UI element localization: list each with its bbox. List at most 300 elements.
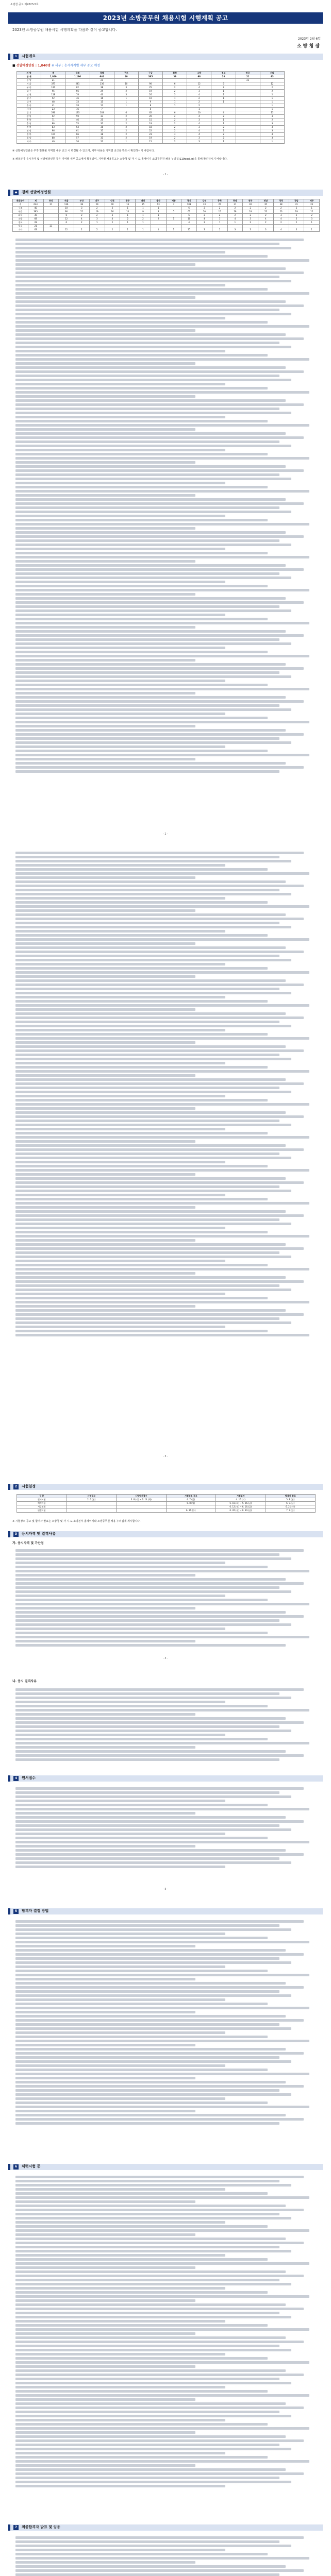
table-row (13, 203, 320, 207)
text-line (15, 872, 309, 875)
table-row (17, 108, 285, 111)
table-row (13, 214, 320, 217)
text-line (15, 1115, 304, 1118)
table-cell: 57 (65, 137, 90, 140)
text-line (15, 1264, 268, 1266)
table-cell: 1 (151, 214, 166, 217)
table-cell (236, 82, 260, 86)
text-line (15, 930, 225, 933)
text-line (15, 1165, 268, 1167)
text-line (15, 1029, 225, 1031)
table-cell: 2 (211, 115, 236, 118)
table-cell: 체력시험 (17, 1502, 67, 1505)
table-cell: 6 (163, 111, 187, 115)
text-line (15, 1557, 291, 1560)
text-line (15, 1688, 304, 1691)
table-cell: 2 (212, 228, 227, 232)
table-cell: 296 (41, 111, 65, 115)
table-cell: 2 (114, 137, 138, 140)
table-cell: 2 (260, 86, 284, 90)
table-cell: 4 (227, 217, 243, 221)
table-cell: 18 (138, 126, 162, 129)
text-line (15, 2238, 286, 2240)
table-cell: 20 (197, 210, 212, 214)
table-cell: 62 (181, 210, 197, 214)
text-line (15, 2019, 304, 2022)
table-cell: 2 (227, 214, 243, 217)
table-cell: 22 (258, 210, 274, 214)
text-line (15, 1214, 304, 1217)
column-header: 충남 (227, 199, 243, 203)
table-cell (236, 115, 260, 118)
text-line (15, 2188, 225, 2191)
table-cell: 1 (211, 90, 236, 93)
overview-note-1: ※ 선발예정인원은 추후 발표될 지역별 세부 공고 시 변경될 수 있으며, 세부 내용은 지역별 공고를 반드시 확인하시기 바랍니다. (12, 149, 155, 152)
text-line (15, 1309, 286, 1312)
table-cell (67, 1505, 117, 1509)
table-cell: 25 (90, 118, 114, 122)
text-line (15, 239, 304, 241)
text-line (15, 2209, 304, 2211)
text-line (15, 2106, 309, 2108)
table-cell: 3 (243, 217, 258, 221)
table-row (17, 93, 285, 97)
table-cell: 1 (304, 228, 320, 232)
table-cell (67, 1502, 117, 1505)
column-header: 정보 (211, 72, 236, 75)
text-line (15, 1136, 309, 1139)
table-cell: 2 (114, 115, 138, 118)
table-cell: 2 (260, 93, 284, 97)
text-line (15, 864, 225, 867)
table-cell: 6. 9.(금) (266, 1502, 316, 1505)
table-cell: 21 (28, 225, 43, 228)
table-cell: 28 (211, 75, 236, 79)
column-header: 시험공고 (67, 1495, 117, 1498)
table-cell: 2 (163, 90, 187, 93)
table-cell: 63 (260, 75, 284, 79)
table-cell (166, 207, 181, 210)
table-cell: 6 (181, 214, 197, 217)
text-line (15, 544, 291, 546)
text-line (15, 901, 268, 904)
column-header: 세종 (166, 199, 181, 203)
table-cell: 193 (65, 111, 90, 115)
text-line (15, 1857, 279, 1860)
text-line (15, 1578, 286, 1581)
text-line (15, 2081, 286, 2083)
table-cell: 26 (138, 93, 162, 97)
table-cell: 1 (227, 221, 243, 225)
text-line (15, 2398, 195, 2401)
text-line (15, 992, 291, 994)
text-line (15, 1953, 304, 1956)
text-line (15, 461, 195, 464)
text-line (15, 502, 304, 505)
text-line (15, 2003, 268, 2005)
text-line (15, 2394, 309, 2397)
text-line (15, 1185, 279, 1188)
table-cell: 21 (236, 79, 260, 82)
text-line (15, 2336, 286, 2339)
text-line (15, 2316, 291, 2318)
section-title: 체력시험 등 (22, 2164, 41, 2169)
table-cell: 2 (114, 133, 138, 137)
text-line (15, 984, 304, 986)
text-line (15, 1049, 304, 1052)
table-cell: 61 (65, 129, 90, 133)
text-line (15, 2031, 225, 2034)
text-line (15, 704, 279, 707)
page-footer: - 2 - (163, 833, 168, 836)
table-cell: 2 (105, 221, 120, 225)
text-line (15, 2246, 279, 2248)
table-cell: 66 (65, 90, 90, 93)
table-cell (304, 225, 320, 228)
page-footer: - 5 - (163, 1888, 168, 1891)
table-cell: 2 (151, 217, 166, 221)
text-line (15, 1998, 225, 2001)
text-line (15, 1787, 304, 1790)
text-line (15, 568, 304, 571)
table-cell (166, 1505, 216, 1509)
text-line (15, 1301, 309, 1303)
physical-body (15, 2174, 316, 2504)
text-line (15, 634, 304, 637)
column-header: 중앙 (43, 199, 59, 203)
table-cell: 2 (260, 118, 284, 122)
overview-note-2: ※ 채용분야 응시자격 및 선발예정인원 등은 지역별 세부 공고에서 확정되며, 지역별 채용공고는 소방청 및 각 시·도 홈페이지 소방공무원 채용 누리집(119gosi.kr)을 통해 확인하시기 바랍니다. (12, 158, 228, 161)
table-cell: 8 (151, 210, 166, 214)
column-header: 경기 (181, 199, 197, 203)
text-line (15, 2184, 291, 2187)
table-cell: 31 (227, 203, 243, 207)
table-cell: 15 (260, 111, 284, 115)
table-cell: 1,196 (65, 75, 90, 79)
text-line (15, 1016, 304, 1019)
table-cell: 1 (114, 140, 138, 144)
text-line (15, 1628, 225, 1630)
table-cell: 2 (273, 221, 289, 225)
text-line (15, 469, 304, 472)
text-line (15, 1970, 268, 1972)
text-line (15, 304, 304, 307)
text-line (15, 593, 195, 596)
table-cell: 6 (114, 111, 138, 115)
column-header: 계 (41, 72, 65, 75)
text-line (15, 560, 195, 563)
text-line (15, 1754, 304, 1757)
text-line (15, 893, 291, 895)
text-line (15, 1595, 225, 1597)
text-line (15, 1994, 291, 1997)
text-line (15, 329, 195, 332)
table-row (13, 228, 320, 232)
table-cell: 2 (243, 221, 258, 225)
column-header: 제주 (304, 199, 320, 203)
text-line (15, 688, 309, 690)
table-cell (151, 225, 166, 228)
table-cell (236, 97, 260, 100)
text-line (15, 1982, 286, 1985)
table-cell: 83 (41, 126, 65, 129)
table-cell: 10 (138, 97, 162, 100)
table-cell: 10 (120, 210, 136, 214)
table-cell: 3 (212, 217, 227, 221)
text-line (15, 1025, 291, 1027)
text-line (15, 2545, 291, 2547)
text-line (15, 2464, 195, 2467)
text-line (15, 671, 279, 674)
section-header-selection (8, 1908, 323, 1914)
table-cell: 경 기 (17, 111, 41, 115)
selection-body (15, 1919, 316, 2135)
table-cell (120, 225, 136, 228)
table-cell: 면접시험 (17, 1509, 67, 1513)
table-cell: 21 (236, 75, 260, 79)
text-line (15, 2069, 268, 2071)
text-line (15, 959, 291, 961)
text-line (15, 721, 309, 723)
text-line (15, 758, 195, 760)
text-line (15, 754, 309, 756)
text-line (15, 1276, 286, 1279)
text-line (15, 416, 225, 418)
text-line (15, 975, 195, 978)
text-line (15, 1231, 268, 1233)
table-cell: 3 (187, 137, 211, 140)
table-cell: 38 (90, 86, 114, 90)
text-line (15, 2332, 195, 2335)
section-number: 3 (13, 1532, 19, 1537)
table-cell: 23 (273, 210, 289, 214)
text-line (15, 1853, 304, 1856)
text-line (15, 1949, 286, 1952)
table-cell (211, 104, 236, 108)
table-cell: 2 (197, 214, 212, 217)
table-cell (43, 221, 59, 225)
text-line (15, 2427, 309, 2430)
text-line (15, 1746, 195, 1749)
text-line (15, 1978, 195, 1980)
text-line (15, 2448, 291, 2450)
text-line (15, 2415, 291, 2417)
table-cell: 3 (260, 122, 284, 126)
text-line (15, 750, 268, 752)
table-cell: 2 (163, 122, 187, 126)
table-cell (163, 108, 187, 111)
table-row (17, 82, 285, 86)
text-line (15, 1828, 291, 1831)
table-cell: 15 (136, 203, 151, 207)
section-header-application (8, 1775, 323, 1782)
text-line (15, 1190, 291, 1192)
text-line (15, 1800, 225, 1802)
text-line (15, 1590, 291, 1593)
table-row (13, 225, 320, 228)
column-header: 채용분야 (13, 199, 28, 203)
detail-link[interactable]: ※ 세부 : 응시자격별 세부 공고 예정 (52, 64, 100, 67)
table-cell (67, 1509, 117, 1513)
text-line (15, 2308, 304, 2310)
table-cell: 2 (114, 90, 138, 93)
table-cell: 정보 (13, 221, 28, 225)
table-cell: 15 (212, 210, 227, 214)
table-cell: 2 (187, 100, 211, 104)
section-title: 원서접수 (22, 1776, 36, 1781)
text-line (15, 2258, 268, 2261)
table-cell: 21 (43, 225, 59, 228)
section-number: 5 (13, 1909, 19, 1914)
text-line (15, 243, 279, 245)
table-cell (236, 133, 260, 137)
text-line (15, 350, 225, 352)
text-line (15, 1326, 225, 1328)
text-line (15, 1837, 268, 1839)
text-line (15, 614, 225, 616)
table-cell: 2 (74, 228, 90, 232)
text-line (15, 1124, 291, 1126)
table-cell: 2 (136, 217, 151, 221)
text-line (15, 2044, 195, 2046)
table-cell: 2 (163, 115, 187, 118)
text-line (15, 1078, 286, 1081)
text-line (15, 1317, 279, 1320)
table-cell: 1 (120, 207, 136, 210)
text-line (15, 440, 279, 443)
table-row (17, 75, 285, 79)
table-cell: 서류전형 (17, 1505, 67, 1509)
table-cell: 2 (212, 214, 227, 217)
text-line (15, 1074, 195, 1077)
table-cell: 10 (59, 207, 74, 210)
text-line (15, 630, 286, 633)
text-line (15, 1974, 309, 1976)
table-cell (236, 126, 260, 129)
text-line (15, 856, 279, 858)
text-line (15, 2102, 268, 2104)
table-cell (236, 129, 260, 133)
column-header: 기타 (260, 72, 284, 75)
column-header: 구조 (114, 72, 138, 75)
table-row (17, 1505, 316, 1509)
text-line (15, 1705, 268, 1707)
text-line (15, 605, 279, 608)
text-line (15, 2439, 304, 2442)
table-cell (43, 207, 59, 210)
table-cell: 30 (243, 203, 258, 207)
text-line (15, 1795, 291, 1798)
text-line (15, 2472, 304, 2475)
table-cell: 2 (243, 214, 258, 217)
text-line (15, 860, 291, 862)
text-line (15, 2431, 195, 2434)
text-line (15, 445, 291, 447)
text-line (15, 1957, 279, 1960)
text-line (15, 1181, 304, 1184)
table-cell (136, 225, 151, 228)
text-line (15, 408, 279, 410)
table-cell: 8 (138, 104, 162, 108)
text-line (15, 358, 309, 361)
text-line (15, 1087, 279, 1089)
text-line (15, 922, 279, 924)
text-line (15, 1095, 225, 1097)
column-header: 강원 (197, 199, 212, 203)
text-line (15, 1607, 195, 1609)
table-cell: 대 전 (17, 100, 41, 104)
table-row (17, 126, 285, 129)
text-line (15, 2052, 304, 2055)
text-line (15, 1284, 279, 1287)
text-line (15, 280, 291, 282)
table-cell: 3 (187, 140, 211, 144)
table-cell (236, 118, 260, 122)
table-cell (117, 1505, 167, 1509)
table-cell: 103 (181, 203, 197, 207)
text-line (15, 1334, 309, 1336)
text-line (15, 618, 268, 620)
table-cell (59, 225, 74, 228)
table-row (17, 118, 285, 122)
text-line (15, 581, 225, 583)
text-line (15, 1218, 279, 1221)
table-cell: 15 (138, 118, 162, 122)
column-header: 충북 (212, 199, 227, 203)
text-line (15, 498, 286, 501)
text-line (15, 523, 309, 526)
section-title: 시험개요 (22, 54, 36, 59)
table-cell: 1 (211, 122, 236, 126)
table-cell: 1 (211, 118, 236, 122)
table-cell: 40 (90, 93, 114, 97)
table-cell: 중 앙 (17, 79, 41, 82)
table-cell (212, 225, 227, 228)
table-row (13, 207, 320, 210)
table-cell: 136 (59, 203, 74, 207)
table-cell: 3. 8.(수) ~ 3. 14.(화) (117, 1498, 167, 1502)
text-line (15, 1611, 286, 1614)
text-line (15, 403, 304, 406)
text-line (15, 354, 268, 357)
disqualification-body (15, 1687, 316, 1769)
section-header-final (8, 2524, 323, 2531)
text-line (15, 1289, 291, 1291)
announcement-date: 2023년 2월 6일 (297, 37, 321, 41)
application-body (15, 1786, 316, 1878)
text-line (15, 1202, 309, 1205)
table-row (13, 217, 320, 221)
text-line (15, 2369, 286, 2372)
text-line (15, 399, 286, 402)
table-cell: 29 (89, 203, 105, 207)
text-line (15, 1247, 304, 1250)
table-cell: 33 (90, 115, 114, 118)
text-line (15, 2361, 309, 2364)
table-cell: 385 (138, 75, 162, 79)
text-line (15, 2040, 309, 2042)
table-cell: 4 (273, 228, 289, 232)
text-line (15, 2312, 279, 2314)
text-line (15, 971, 309, 974)
text-line (15, 1697, 291, 1699)
table-cell: 4. 7.(금) (166, 1498, 216, 1502)
page-title: 2023년 소방공무원 채용시험 시행계획 공고 (8, 12, 323, 24)
text-line (15, 2299, 195, 2302)
table-cell: 4 (105, 217, 120, 221)
text-line (15, 663, 286, 666)
text-line (15, 1330, 268, 1332)
